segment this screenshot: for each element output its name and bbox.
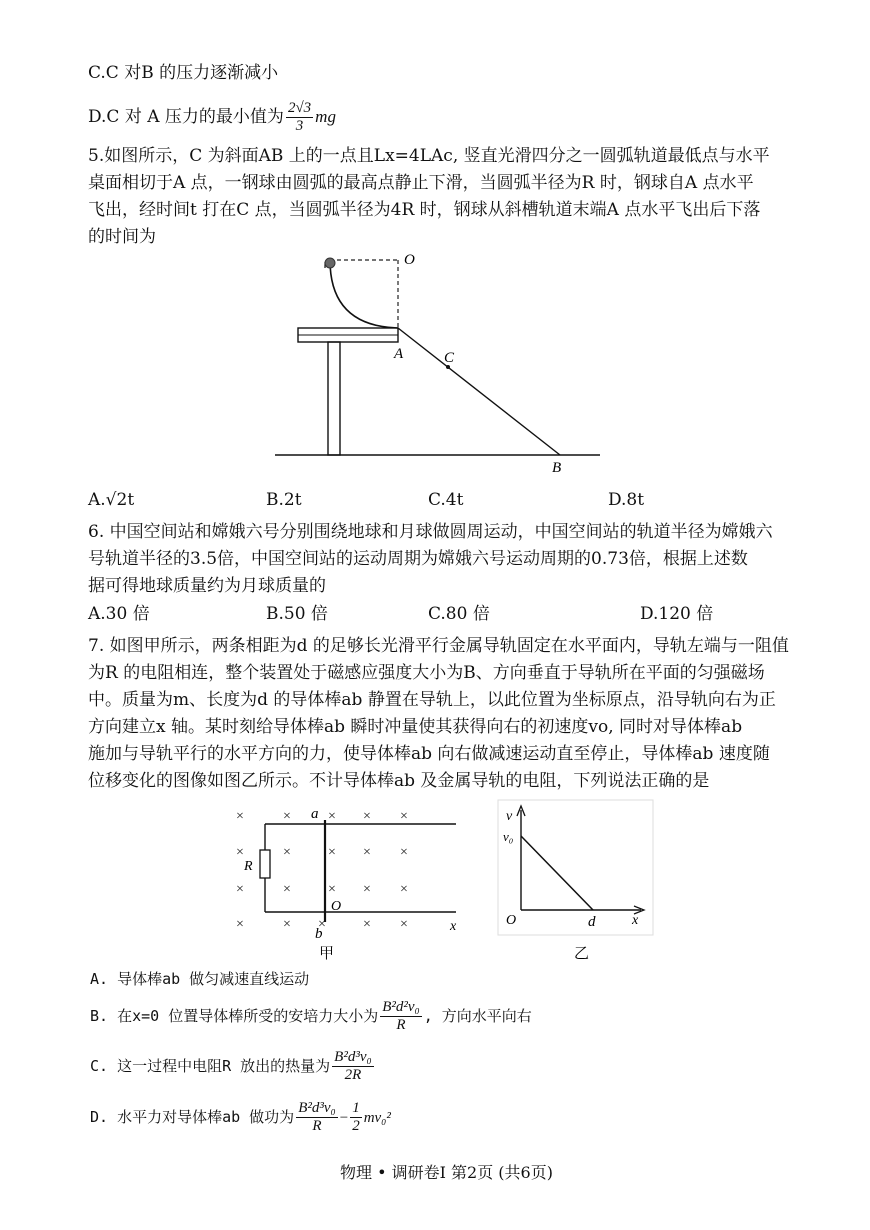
q6-option-d: D.120 倍: [640, 604, 714, 624]
q6-option-b: B.50 倍: [266, 604, 328, 624]
svg-text:×: ×: [363, 845, 371, 860]
q4-option-c: C.C 对B 的压力逐渐减小: [88, 63, 279, 83]
q7-label-r: R: [244, 859, 253, 874]
q4-option-d-prefix: D.C 对 A 压力的最小值为: [88, 107, 284, 127]
q7-stem-line5: 施加与导轨平行的水平方向的力，使导体棒ab 向右做减速运动直至停止，导体棒ab 速度随: [88, 744, 770, 764]
q7-yi-label-x: x: [632, 913, 639, 928]
q4-option-d-numerator: 2√3: [287, 100, 312, 116]
q7-option-b-prefix: B. 在x=0 位置导体棒所受的安培力大小为: [90, 1007, 379, 1025]
q7-option-c-prefix: C. 这一过程中电阻R 放出的热量为: [90, 1057, 331, 1075]
svg-text:×: ×: [363, 882, 371, 897]
q6-stem-line3: 据可得地球质量约为月球质量的: [88, 576, 326, 596]
svg-text:×: ×: [318, 917, 326, 932]
q7-option-d-denominator-2: 2: [352, 1118, 360, 1134]
q7-option-d-numerator-2: 1: [352, 1100, 360, 1116]
svg-text:×: ×: [283, 845, 291, 860]
q7-stem-line4: 方向建立x 轴。某时刻给导体棒ab 瞬时冲量使其获得向右的初速度vo, 同时对导体棒ab: [88, 717, 743, 737]
q6-stem-line2: 号轨道半径的3.5倍，中国空间站的运动周期为嫦娥六号运动周期的0.73倍，根据上述数: [88, 549, 748, 569]
q7-resistor: [260, 850, 270, 878]
q5-option-a: A.√2t: [88, 490, 135, 510]
q7-option-d-tail: mv₀²: [363, 1110, 391, 1126]
svg-text:×: ×: [328, 809, 336, 824]
svg-text:×: ×: [328, 882, 336, 897]
q7-yi-v-x-line: [521, 836, 593, 910]
q5-stem-line3: 飞出，经时间t 打在C 点，当圆弧半径为4R 时，钢球从斜槽轨道末端A 点水平飞出后下落: [88, 200, 761, 220]
q7-option-c-denominator: 2R: [344, 1067, 362, 1083]
q7-figure-jia: [228, 798, 468, 963]
q5-label-a: A: [394, 346, 404, 362]
svg-text:×: ×: [236, 809, 244, 824]
q7-option-c-numerator: B²d³v₀: [334, 1049, 372, 1065]
q7-option-b-fraction: [380, 999, 422, 1034]
q7-option-b-numerator: B²d²v₀: [382, 999, 420, 1015]
q7-label-x: x: [450, 919, 457, 934]
svg-text:×: ×: [283, 917, 291, 932]
q6-option-c: C.80 倍: [428, 604, 490, 624]
q7-option-d-denominator-1: R: [312, 1118, 322, 1134]
q5-stem-line2: 桌面相切于A 点，一钢球由圆弧的最高点静止下滑，当圆弧半径为R 时，钢球自A 点水平: [88, 173, 754, 193]
q7-option-d-fraction-1: [296, 1100, 338, 1135]
q7-stem-line3: 中。质量为m、长度为d 的导体棒ab 静置在导轨上，以此位置为坐标原点，沿导轨向右为正: [88, 690, 776, 710]
q7-stem-line2: 为R 的电阻相连，整个装置处于磁感应强度大小为B、方向垂直于导轨所在平面的匀强磁场: [88, 663, 765, 683]
svg-text:×: ×: [236, 882, 244, 897]
svg-text:×: ×: [363, 917, 371, 932]
q7-option-d-fraction-2: [350, 1100, 362, 1135]
q5-incline-ab: [398, 328, 560, 455]
svg-text:×: ×: [363, 809, 371, 824]
q5-table-leg: [328, 342, 340, 455]
q5-option-c: C.4t: [428, 490, 464, 510]
svg-text:×: ×: [236, 845, 244, 860]
q5-label-o: O: [404, 252, 415, 268]
q5-stem-line1: 5.如图所示，C 为斜面AB 上的一点且Lx=4LAc, 竖直光滑四分之一圆弧轨道最低点与水平: [88, 146, 770, 166]
q7-label-a: a: [311, 806, 319, 822]
q5-option-d: D.8t: [608, 490, 645, 510]
q7-option-a: A. 导体棒ab 做匀减速直线运动: [90, 970, 310, 988]
q7-option-d-numerator-1: B²d³v₀: [298, 1100, 336, 1116]
q7-option-b-suffix: , 方向水平向右: [423, 1007, 532, 1025]
q7-option-d-prefix: D. 水平力对导体棒ab 做功为: [90, 1108, 295, 1126]
svg-text:×: ×: [283, 809, 291, 824]
svg-text:×: ×: [400, 845, 408, 860]
q4-option-d-fraction: [286, 100, 313, 135]
q5-stem-line4: 的时间为: [88, 227, 156, 247]
q5-steel-ball: [325, 258, 335, 268]
q7-yi-label-o: O: [506, 913, 517, 928]
q7-stem-line6: 位移变化的图像如图乙所示。不计导体棒ab 及金属导轨的电阻，下列说法正确的是: [88, 771, 710, 791]
q5-label-c: C: [444, 350, 455, 366]
q5-figure: [270, 248, 610, 478]
q4-option-d: [88, 100, 336, 135]
q4-option-d-unit: mg: [315, 107, 336, 126]
q7-label-b: b: [315, 926, 323, 942]
q7-option-c: [90, 1046, 376, 1086]
q7-label-o: O: [331, 899, 342, 914]
q7-option-b: [90, 996, 532, 1036]
q7-yi-label-v0: v₀: [503, 829, 514, 844]
q7-option-c-fraction: [332, 1049, 374, 1084]
svg-text:×: ×: [400, 809, 408, 824]
q5-label-b: B: [552, 460, 562, 476]
q4-option-d-denominator: 3: [295, 118, 304, 134]
q7-yi-label-d: d: [588, 914, 596, 930]
q7-stem-line1: 7. 如图甲所示，两条相距为d 的足够长光滑平行金属导轨固定在水平面内，导轨左端与一阻值: [88, 636, 789, 656]
q7-option-b-denominator: R: [396, 1017, 406, 1033]
q7-caption-yi: 乙: [574, 946, 590, 962]
svg-text:×: ×: [400, 917, 408, 932]
svg-text:×: ×: [328, 845, 336, 860]
svg-text:×: ×: [283, 882, 291, 897]
q7-figure-yi: [496, 798, 656, 963]
q7-option-d-minus: −: [339, 1110, 349, 1126]
q7-yi-label-v: v: [506, 809, 513, 824]
svg-text:×: ×: [236, 917, 244, 932]
page-footer: 物理 • 调研卷I 第2页 (共6页): [340, 1163, 553, 1182]
q5-option-b: B.2t: [266, 490, 302, 510]
svg-text:×: ×: [400, 882, 408, 897]
q6-stem-line1: 6. 中国空间站和嫦娥六号分别围绕地球和月球做圆周运动，中国空间站的轨道半径为嫦娥六: [88, 522, 773, 542]
q7-option-d: [90, 1097, 391, 1138]
q6-option-a: A.30 倍: [88, 604, 150, 624]
q7-caption-jia: 甲: [319, 946, 335, 962]
q5-arc-track: [330, 260, 398, 328]
